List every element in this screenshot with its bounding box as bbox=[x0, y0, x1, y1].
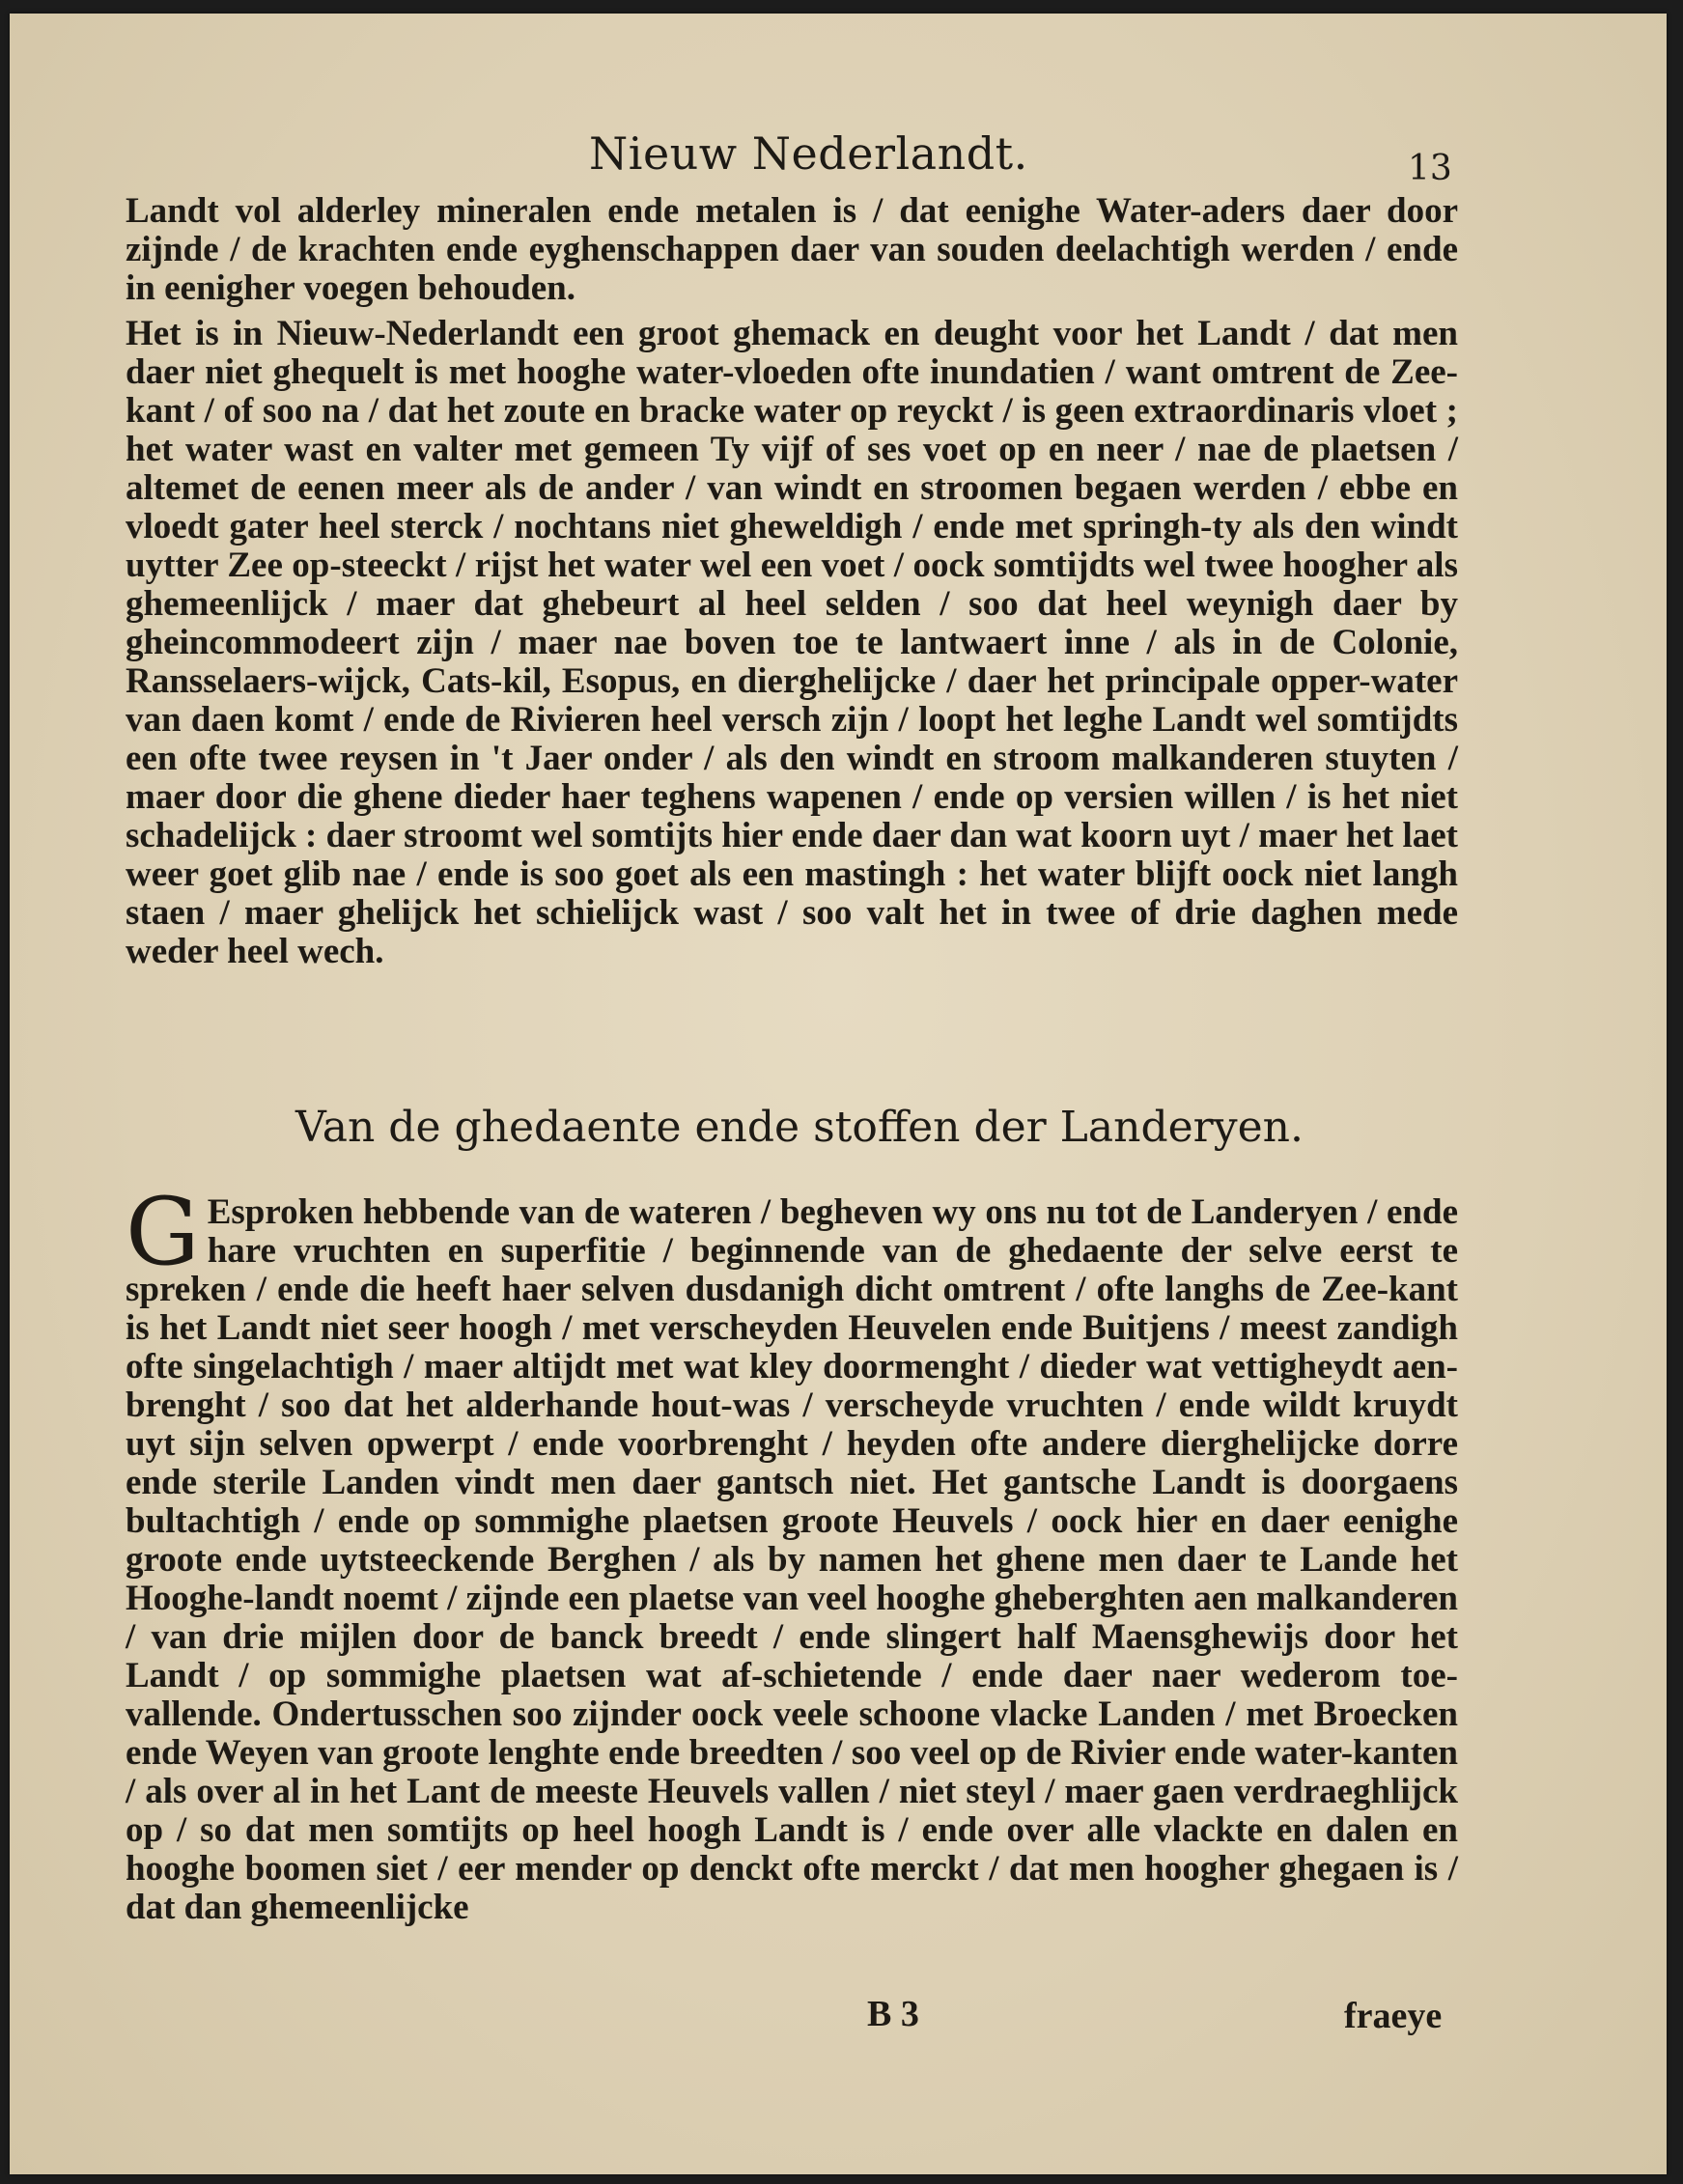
document-page bbox=[10, 14, 1667, 2174]
catchword: fraeye bbox=[1344, 1996, 1443, 2036]
drop-cap: G bbox=[126, 1178, 200, 1286]
page-number: 13 bbox=[1408, 149, 1452, 188]
paragraph-2: Het is in Nieuw-Nederlandt een groot ghemack en deught voor het Landt / dat men daer niet ghequelt is met hooghe water-vloeden ofte inundatien / want omtrent de Zee-kant / of soo na / dat het zoute en bracke water op reyckt / is geen extraordinaris vloet ; het water wast en valter met gemeen Ty vijf of ses voet op en neer / nae de plaetsen / altemet de eenen meer als de ander / van windt en stroomen begaen werden / ebbe en vloedt gater heel sterck / nochtans niet gheweldigh / ende met springh-ty als den windt uytter Zee op-steeckt / rijst het water wel een voet / oock somtijdts wel twee hoogher als ghemeenlijck / maer dat ghebeurt al heel selden / soo dat heel weynigh daer by gheincommodeert zijn / maer nae boven toe te lantwaert inne / als in de Colonie, Ransselaers-wijck, Cats-kil, Esopus, en dierghelijcke / daer het principale opper-water van daen komt / ende de Rivieren heel versch zijn / loopt het leghe Landt wel somtijdts een ofte twee reysen in 't Jaer onder / als den windt en stroom malkanderen stuyten / maer door die ghene dieder haer teghens wapenen / ende op versien willen / is het niet schadelijck : daer stroomt wel somtijts hier ende daer dan wat koorn uyt / maer het laet weer goet glib nae / ende is soo goet als een mastingh : het water blijft oock niet langh staen / maer ghelijck het schielijck wast / soo valt het in twee of drie daghen mede weder heel wech. bbox=[126, 314, 1458, 971]
section-heading: Van de ghedaente ende stoffen der Landeryen. bbox=[295, 1103, 1304, 1152]
section-paragraph-text: Esproken hebbende van de wateren / begheven wy ons nu tot de Landeryen / ende hare vruchten en superfitie / beginnende van de ghedaente der selve eerst te spreken / ende die heeft haer selven dusdanigh dicht omtrent / ofte langhs de Zee-kant is het Landt niet seer hoogh / met verscheyden Heuvelen ende Buitjens / meest zandigh ofte singelachtigh / maer altijdt met wat kley doormenght / dieder wat vettigheydt aen-brenght / soo dat het alderhande hout-was / verscheyde vruchten / ende wildt kruydt uyt sijn selven opwerpt / ende voorbrenght / heyden ofte andere dierghelijcke dorre ende sterile Landen vindt men daer gantsch niet. Het gantsche Landt is doorgaens bultachtigh / ende op sommighe plaetsen groote Heuvels / oock hier en daer eenighe groote ende uytsteeckende Berghen / als by namen het ghene men daer te Lande het Hooghe-landt noemt / zijnde een plaetse van veel hooghe gheberghten aen malkanderen / van drie mijlen door de banck breedt / ende slingert half Maensghewijs door het Landt / op sommighe plaetsen wat af-schietende / ende daer naer wederom toe-vallende. Ondertusschen soo zijnder oock veele schoone vlacke Landen / met Broecken ende Weyen van groote lenghte ende breedten / soo veel op de Rivier ende water-kanten / als over al in het Lant de meeste Heuvels vallen / niet steyl / maer gaen verdraeghlijck op / so dat men somtijts op heel hoogh Landt is / ende over alle vlackte en dalen en hooghe boomen siet / eer mender op denckt ofte merckt / dat men hoogher ghegaen is / dat dan ghemeenlijcke bbox=[126, 1192, 1458, 1927]
section-paragraph bbox=[126, 1178, 1458, 1927]
running-head: Nieuw Nederlandt. bbox=[589, 127, 1028, 180]
signature-mark: B 3 bbox=[867, 1994, 919, 2034]
paragraph-1: Landt vol alderley mineralen ende metalen is / dat eenighe Water-aders daer door zijnde / de krachten ende eyghenschappen daer van souden deelachtigh werden / ende in eenigher voegen behouden. bbox=[126, 191, 1458, 308]
